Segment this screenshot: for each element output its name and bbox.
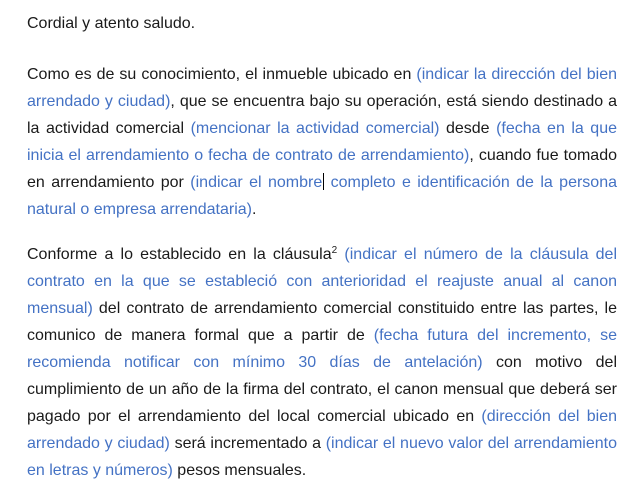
placeholder-local-address[interactable]: (dirección del bien arrendado y ciudad) bbox=[27, 408, 617, 452]
placeholder-lease-start-date[interactable]: (fecha en la que inicia el arrendamiento o fecha de contrato de arrendamiento) bbox=[27, 120, 617, 164]
text-run: Como es de su conocimiento, el inmueble ubicado en bbox=[27, 66, 417, 83]
text-run: , cuando fue tomado en arrendamiento por bbox=[27, 147, 618, 191]
placeholder-tenant-name-part1[interactable]: (indicar el nombre bbox=[190, 174, 323, 191]
placeholder-commercial-activity[interactable]: (mencionar la actividad comercial) bbox=[190, 120, 440, 137]
text-run: con motivo del cumplimiento de un año de la firma del contrato, el canon mensual que deberá ser pagado por el arrendamiento del local comercial ubicado en bbox=[27, 354, 618, 425]
text-run: será incrementado a bbox=[169, 435, 326, 452]
placeholder-tenant-name-part2[interactable]: completo e identificación de la persona natural o empresa arrendataria) bbox=[27, 174, 617, 218]
placeholder-property-address[interactable]: (indicar la dirección del bien arrendado y ciudad) bbox=[27, 66, 618, 110]
footnote-reference[interactable]: 2 bbox=[331, 245, 338, 256]
paragraph-property-use[interactable] bbox=[27, 61, 617, 223]
text-run: desde bbox=[439, 120, 497, 137]
text-run: . bbox=[252, 201, 257, 218]
placeholder-new-rent-value[interactable]: (indicar el nuevo valor del arrendamiento en letras y números) bbox=[27, 435, 618, 479]
paragraph-rent-increase[interactable] bbox=[27, 241, 617, 484]
text-run: Conforme a lo establecido en la cláusula bbox=[27, 246, 332, 263]
text-run: pesos mensuales. bbox=[172, 462, 307, 479]
placeholder-increase-date[interactable]: (fecha futura del incremento, se recomienda notificar con mínimo 30 días de antelación) bbox=[27, 327, 617, 371]
text-run: del contrato de arrendamiento comercial constituido entre las partes, le comunico de manera formal que a partir de bbox=[27, 300, 617, 344]
placeholder-clause-number[interactable]: (indicar el número de la cláusula del contrato en la que se estableció con anterioridad el reajuste anual al canon mensual) bbox=[27, 246, 618, 317]
greeting-line[interactable]: Cordial y atento saludo. bbox=[27, 15, 196, 32]
text-run: , que se encuentra bajo su operación, está siendo destinado a la actividad comercial bbox=[27, 93, 618, 137]
